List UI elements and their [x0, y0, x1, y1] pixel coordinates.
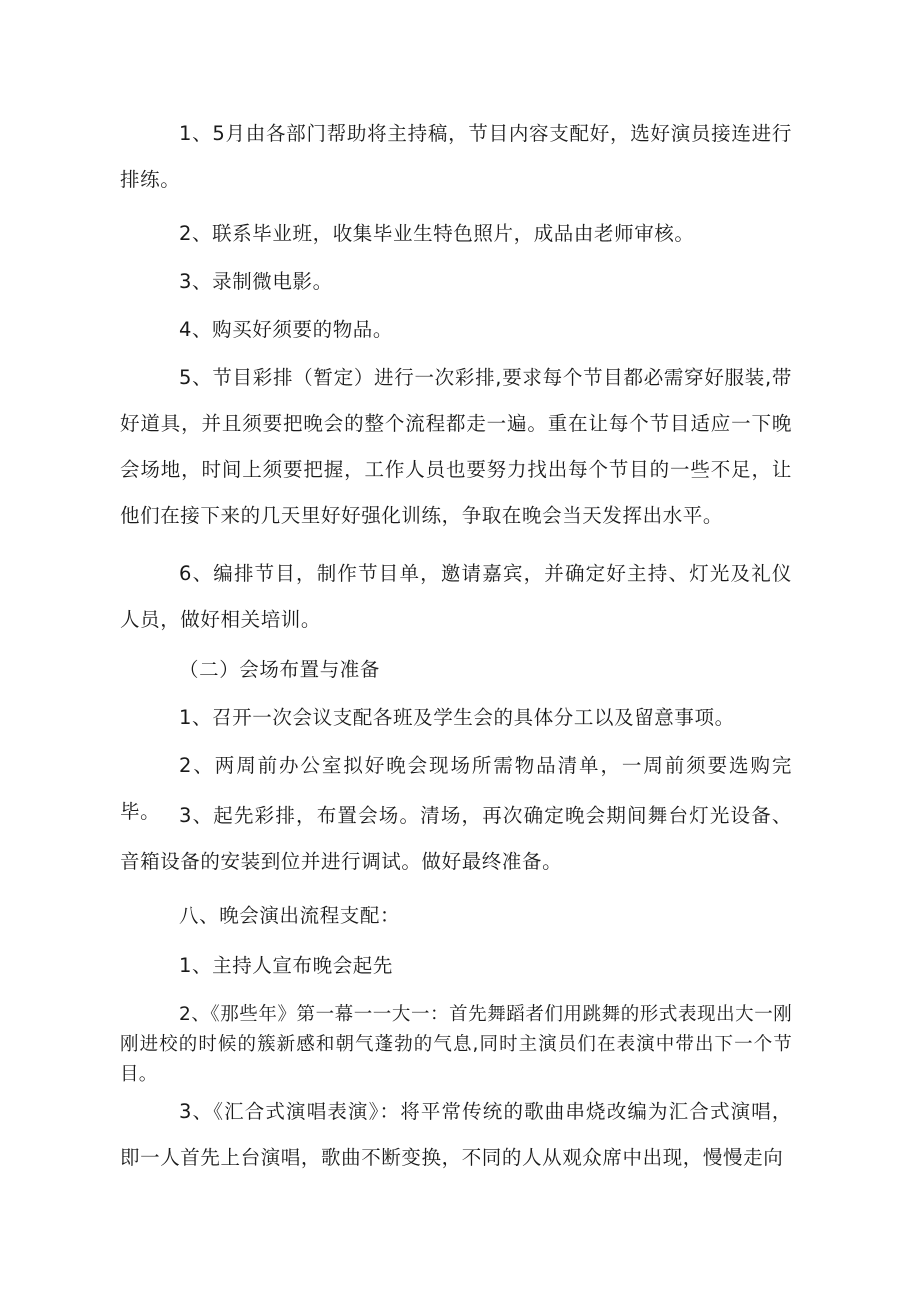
paragraph-buy-items: 4、购买好须要的物品。: [179, 318, 394, 341]
paragraph-supplies-list: 2、两周前办公室拟好晚会现场所需物品清单，一周前须要选购完毕。: [120, 754, 792, 823]
paragraph-medley-performance: 3、《汇合式演唱表演》：将平常传统的歌曲串烧改编为汇合式演唱，即一人首先上台演唱，歌曲不断变换，不同的人从观众席中出现，慢慢走向: [120, 1100, 792, 1169]
paragraph-meeting: 1、召开一次会议支配各班及学生会的具体分工以及留意事项。: [179, 706, 735, 729]
paragraph-graduate-photos: 2、联系毕业班，收集毕业生特色照片，成品由老师审核。: [179, 222, 695, 245]
section-heading-venue: （二）会场布置与准备: [179, 658, 381, 681]
paragraph-program-arrangement: 6、编排节目，制作节目单，邀请嘉宾，并确定好主持、灯光及礼仪人员，做好相关培训。: [120, 562, 792, 631]
section-heading-show-flow: 八、晚会演出流程支配：: [179, 904, 401, 927]
paragraph-act-those-years: 2、《那些年》第一幕一一大一：首先舞蹈者们用跳舞的形式表现出大一刚刚进校的时候的簇新感和朝气蓬勃的气息,同时主演员们在表演中带出下一个节目。: [120, 1004, 792, 1085]
paragraph-venue-setup: 3、起先彩排，布置会场。清场，再次确定晚会期间舞台灯光设备、音箱设备的安装到位并进行调试。做好最终准备。: [120, 804, 792, 873]
paragraph-rehearsal-prep: 1、5月由各部门帮助将主持稿，节目内容支配好，选好演员接连进行排练。: [120, 122, 792, 191]
paragraph-dress-rehearsal: 5、节目彩排（暂定）进行一次彩排,要求每个节目都必需穿好服装,带好道具，并且须要把晚会的整个流程都走一遍。重在让每个节目适应一下晚会场地，时间上须要把握，工作人员也要努力找出每个节目的一些不足，让他们在接下来的几天里好好强化训练，争取在晚会当天发挥出水平。: [120, 366, 792, 527]
paragraph-host-opening: 1、主持人宣布晚会起先: [179, 954, 394, 977]
paragraph-micro-film: 3、录制微电影。: [179, 270, 333, 293]
